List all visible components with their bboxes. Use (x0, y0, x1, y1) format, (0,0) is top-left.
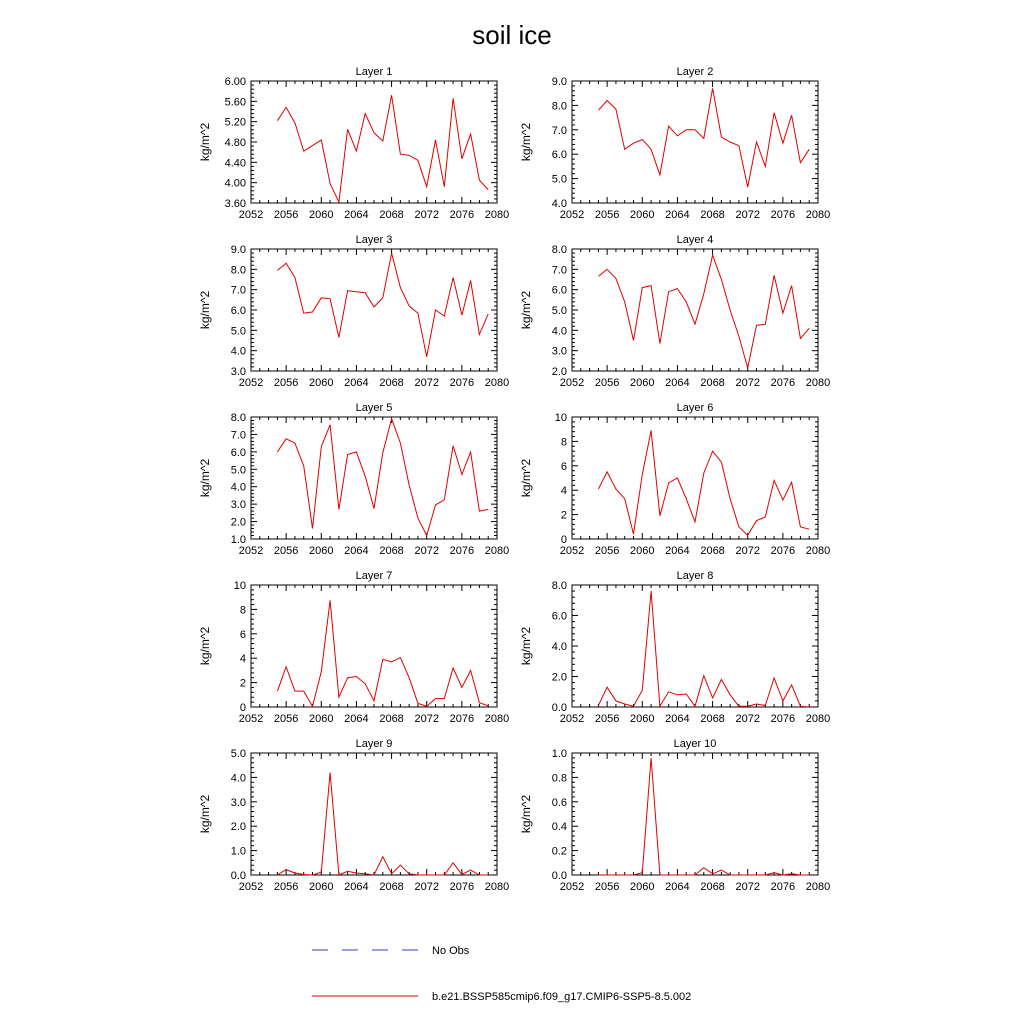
x-tick-label: 2056 (594, 377, 620, 389)
y-tick-label: 5.0 (230, 748, 246, 760)
y-tick-label: 3.0 (230, 366, 246, 378)
y-tick-label: 0.0 (551, 870, 567, 882)
panel-layer-10 (519, 738, 830, 893)
x-tick-label: 2052 (559, 545, 585, 557)
panel-title: Layer 10 (673, 738, 717, 750)
x-tick-label: 2072 (414, 881, 439, 893)
plot-frame (251, 249, 497, 371)
panel-layer-2 (519, 66, 830, 221)
y-tick-label: 0.6 (551, 796, 567, 809)
x-tick-label: 2076 (770, 713, 796, 725)
y-tick-label: 8.0 (551, 244, 567, 256)
y-tick-label: 6.0 (551, 610, 567, 623)
y-tick-label: 3.60 (224, 198, 246, 210)
y-axis-label: kg/m^2 (198, 626, 212, 666)
x-tick-label: 2068 (379, 881, 404, 893)
x-tick-label: 2064 (665, 545, 690, 557)
series-line (277, 95, 488, 202)
x-tick-label: 2080 (484, 545, 510, 557)
y-tick-label: 7.0 (230, 429, 246, 442)
legend (312, 945, 691, 1003)
x-tick-label: 2072 (735, 713, 760, 725)
x-tick-label: 2064 (344, 545, 369, 557)
x-tick-label: 2056 (273, 377, 299, 389)
x-tick-label: 2068 (700, 545, 725, 557)
panel-layer-8 (519, 570, 830, 725)
panel-layer-7 (198, 570, 509, 725)
x-tick-label: 2060 (309, 377, 334, 389)
x-tick-label: 2060 (309, 881, 334, 893)
series-line (598, 758, 809, 875)
y-axis-label: kg/m^2 (198, 794, 212, 834)
x-tick-label: 2056 (594, 209, 620, 221)
x-tick-label: 2072 (414, 713, 439, 725)
panel-layer-5 (198, 402, 509, 557)
panel-title: Layer 1 (355, 66, 393, 78)
panel-title: Layer 4 (676, 234, 714, 246)
x-tick-label: 2076 (770, 545, 796, 557)
x-tick-label: 2080 (484, 377, 510, 389)
x-tick-label: 2064 (665, 713, 690, 725)
y-tick-label: 0 (560, 534, 567, 546)
x-tick-label: 2056 (273, 713, 299, 725)
panel-title: Layer 3 (355, 234, 393, 246)
panel-layer-1 (198, 66, 509, 221)
x-tick-label: 2068 (379, 545, 404, 557)
y-tick-label: 4.0 (230, 772, 246, 785)
y-tick-label: 1.0 (230, 534, 246, 546)
panel-title: Layer 6 (676, 402, 714, 414)
y-tick-label: 7.0 (551, 124, 567, 137)
x-tick-label: 2080 (805, 209, 831, 221)
series-line (598, 591, 809, 707)
x-tick-label: 2080 (805, 713, 831, 725)
x-tick-label: 2060 (309, 209, 334, 221)
y-tick-label: 2.0 (230, 821, 246, 834)
y-tick-label: 8.0 (230, 264, 246, 277)
y-tick-label: 5.60 (224, 96, 246, 109)
x-tick-label: 2052 (559, 881, 585, 893)
x-tick-label: 2080 (805, 881, 831, 893)
x-tick-label: 2072 (414, 545, 439, 557)
y-tick-label: 6.00 (224, 76, 246, 88)
y-tick-label: 3.0 (551, 345, 567, 358)
x-tick-label: 2052 (559, 209, 585, 221)
x-tick-label: 2080 (805, 545, 831, 557)
y-tick-label: 4.00 (224, 177, 246, 190)
x-tick-label: 2052 (238, 713, 264, 725)
x-tick-label: 2064 (665, 881, 690, 893)
y-tick-label: 3.0 (230, 499, 246, 512)
plot-frame (572, 753, 818, 875)
y-tick-label: 6.0 (551, 149, 567, 162)
y-tick-label: 8 (239, 604, 246, 617)
plot-frame (572, 585, 818, 707)
y-tick-label: 2.0 (551, 366, 567, 378)
y-tick-label: 1.0 (230, 845, 246, 858)
y-tick-label: 9.0 (551, 76, 567, 88)
y-tick-label: 10 (233, 580, 246, 592)
series-line (598, 255, 809, 368)
x-tick-label: 2064 (344, 713, 369, 725)
y-tick-label: 0.2 (551, 845, 567, 858)
panel-title: Layer 9 (355, 738, 393, 750)
x-tick-label: 2052 (238, 209, 264, 221)
x-tick-label: 2060 (630, 377, 655, 389)
x-tick-label: 2060 (630, 713, 655, 725)
y-tick-label: 7.0 (230, 284, 246, 297)
x-tick-label: 2072 (414, 209, 439, 221)
x-tick-label: 2060 (630, 881, 655, 893)
y-tick-label: 6.0 (551, 284, 567, 297)
legend-model-label: b.e21.BSSP585cmip6.f09_g17.CMIP6-SSP5-8.5.002 (432, 991, 692, 1003)
x-tick-label: 2052 (238, 545, 264, 557)
panel-layer-9 (198, 738, 509, 893)
y-tick-label: 4.0 (230, 345, 246, 358)
panel-title: Layer 5 (355, 402, 393, 414)
series-line (598, 430, 809, 535)
y-tick-label: 5.20 (224, 116, 246, 129)
y-tick-label: 4.0 (551, 641, 567, 653)
y-tick-label: 0.8 (551, 772, 567, 785)
plot-frame (572, 249, 818, 371)
series-line (277, 773, 488, 876)
x-tick-label: 2060 (309, 713, 334, 725)
panel-title: Layer 7 (355, 570, 393, 582)
y-axis-label: kg/m^2 (198, 458, 212, 498)
y-tick-label: 0.0 (551, 702, 567, 714)
x-tick-label: 2076 (449, 713, 475, 725)
x-tick-label: 2056 (273, 209, 299, 221)
y-tick-label: 2 (560, 509, 567, 522)
y-tick-label: 6 (560, 460, 567, 473)
y-tick-label: 5.0 (551, 173, 567, 186)
y-tick-label: 2.0 (230, 516, 246, 529)
x-tick-label: 2068 (700, 881, 725, 893)
plot-frame (572, 81, 818, 203)
x-tick-label: 2064 (344, 377, 369, 389)
y-axis-label: kg/m^2 (519, 626, 533, 666)
plot-frame (251, 417, 497, 539)
y-tick-label: 8 (560, 436, 567, 449)
y-tick-label: 9.0 (230, 244, 246, 256)
y-tick-label: 8.0 (551, 100, 567, 113)
y-axis-label: kg/m^2 (519, 122, 533, 162)
x-tick-label: 2056 (594, 713, 620, 725)
x-tick-label: 2064 (344, 881, 369, 893)
x-tick-label: 2060 (630, 209, 655, 221)
plot-frame (251, 81, 497, 203)
y-tick-label: 5.0 (230, 325, 246, 338)
x-tick-label: 2072 (735, 545, 760, 557)
y-tick-label: 5.0 (230, 464, 246, 477)
x-tick-label: 2056 (594, 881, 620, 893)
series-line (277, 600, 488, 706)
x-tick-label: 2072 (414, 377, 439, 389)
x-tick-label: 2056 (273, 881, 299, 893)
y-tick-label: 3.0 (230, 796, 246, 809)
x-tick-label: 2076 (449, 209, 475, 221)
series-line (277, 253, 488, 357)
y-tick-label: 4 (560, 485, 567, 498)
y-tick-label: 0.0 (230, 870, 246, 882)
y-tick-label: 8.0 (551, 580, 567, 592)
x-tick-label: 2068 (700, 377, 725, 389)
y-tick-label: 2 (239, 677, 246, 690)
panel-layer-6 (519, 402, 830, 557)
y-tick-label: 8.0 (230, 412, 246, 424)
x-tick-label: 2068 (700, 209, 725, 221)
y-tick-label: 0 (239, 702, 246, 714)
y-tick-label: 2.0 (551, 671, 567, 684)
x-tick-label: 2076 (449, 545, 475, 557)
series-line (598, 88, 809, 187)
y-axis-label: kg/m^2 (519, 290, 533, 330)
y-axis-label: kg/m^2 (198, 122, 212, 162)
y-tick-label: 5.0 (551, 305, 567, 317)
x-tick-label: 2052 (238, 881, 264, 893)
y-tick-label: 4.40 (224, 157, 246, 170)
y-axis-label: kg/m^2 (519, 794, 533, 834)
x-tick-label: 2072 (735, 881, 760, 893)
x-tick-label: 2076 (449, 377, 475, 389)
y-tick-label: 1.0 (551, 748, 567, 760)
y-tick-label: 4.0 (551, 325, 567, 338)
panel-layer-4 (519, 234, 830, 389)
y-axis-label: kg/m^2 (198, 290, 212, 330)
x-tick-label: 2052 (559, 377, 585, 389)
x-tick-label: 2076 (770, 209, 796, 221)
panel-layer-3 (198, 234, 509, 389)
y-tick-label: 4.80 (224, 137, 246, 149)
panel-title: Layer 2 (676, 66, 714, 78)
series-line (277, 419, 488, 536)
panels (198, 66, 830, 893)
x-tick-label: 2068 (700, 713, 725, 725)
y-tick-label: 4 (239, 653, 246, 666)
x-tick-label: 2076 (770, 881, 796, 893)
plot-frame (251, 585, 497, 707)
y-axis-label: kg/m^2 (519, 458, 533, 498)
y-tick-label: 6.0 (230, 446, 246, 459)
x-tick-label: 2080 (484, 209, 510, 221)
y-tick-label: 6.0 (230, 305, 246, 317)
x-tick-label: 2060 (309, 545, 334, 557)
y-tick-label: 10 (554, 412, 567, 424)
y-tick-label: 0.4 (551, 821, 567, 834)
x-tick-label: 2056 (594, 545, 620, 557)
x-tick-label: 2060 (630, 545, 655, 557)
x-tick-label: 2064 (665, 377, 690, 389)
x-tick-label: 2080 (484, 881, 510, 893)
x-tick-label: 2072 (735, 377, 760, 389)
x-tick-label: 2068 (379, 209, 404, 221)
x-tick-label: 2080 (805, 377, 831, 389)
x-tick-label: 2076 (770, 377, 796, 389)
legend-obs-label: No Obs (432, 945, 470, 957)
x-tick-label: 2076 (449, 881, 475, 893)
y-tick-label: 7.0 (551, 264, 567, 277)
x-tick-label: 2052 (559, 713, 585, 725)
y-tick-label: 4.0 (230, 481, 246, 494)
figure-title: soil ice (472, 20, 552, 50)
y-tick-label: 4.0 (551, 198, 567, 210)
panel-title: Layer 8 (676, 570, 714, 582)
x-tick-label: 2068 (379, 377, 404, 389)
x-tick-label: 2068 (379, 713, 404, 725)
x-tick-label: 2080 (484, 713, 510, 725)
plot-frame (251, 753, 497, 875)
x-tick-label: 2064 (344, 209, 369, 221)
x-tick-label: 2072 (735, 209, 760, 221)
x-tick-label: 2064 (665, 209, 690, 221)
x-tick-label: 2056 (273, 545, 299, 557)
x-tick-label: 2052 (238, 377, 264, 389)
y-tick-label: 6 (239, 628, 246, 641)
